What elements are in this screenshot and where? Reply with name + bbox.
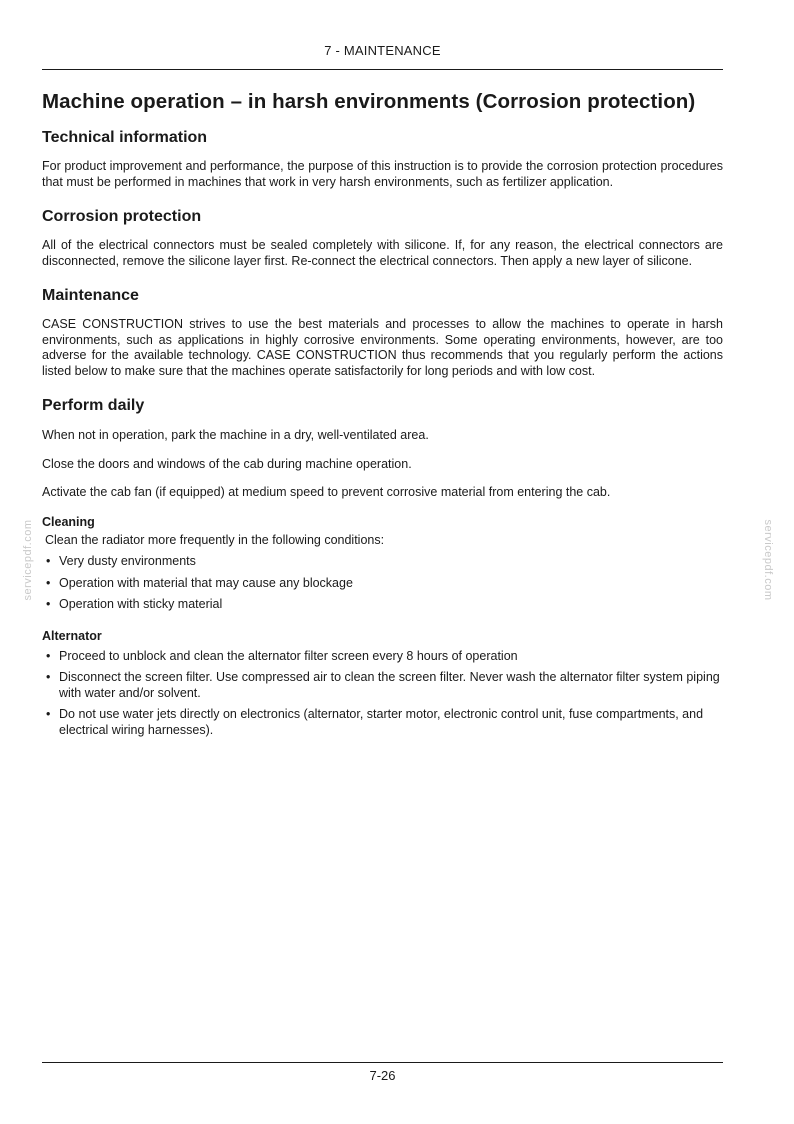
- paragraph: When not in operation, park the machine in a dry, well-ventilated area.: [42, 428, 429, 442]
- page-content: [42, 88, 723, 738]
- subsection-cleaning: [42, 514, 723, 613]
- paragraph: All of the electrical connectors must be sealed completely with silicone. If, for any reason, the electrical connectors are disconnected, remove the silicone layer first. Re-connect the electrical connectors. Then apply a new layer of silicone.: [42, 238, 723, 268]
- section-heading: Corrosion protection: [42, 208, 202, 225]
- paragraph: Activate the cab fan (if equipped) at medium speed to prevent corrosive material from entering the cab.: [42, 485, 611, 499]
- bullet: •: [46, 648, 51, 663]
- list-item: • Do not use water jets directly on electronics (alternator, starter motor, electronic control unit, fuse compartments, and electrical wiring harnesses).: [46, 707, 704, 737]
- paragraph: For product improvement and performance, the purpose of this instruction is to provide the corrosion protection procedures that must be performed in machines that work in very harsh environments, such as fertilizer application.: [42, 159, 723, 189]
- bullet: •: [46, 554, 51, 568]
- list-item: • Proceed to unblock and clean the alternator filter screen every 8 hours of operation: [46, 648, 518, 663]
- list-item: • Operation with material that may cause any blockage: [46, 575, 353, 590]
- footer-rule: [42, 1062, 723, 1063]
- running-header: 7 - MAINTENANCE: [324, 43, 441, 58]
- section-maintenance: [42, 285, 723, 379]
- paragraph: Clean the radiator more frequently in the following conditions:: [45, 532, 385, 547]
- section-heading: Technical information: [42, 129, 208, 146]
- subsection-heading: Alternator: [42, 628, 102, 643]
- section-corrosion-protection: [42, 206, 723, 269]
- watermark-left: servicepdf.com: [22, 519, 34, 601]
- section-heading: Maintenance: [42, 287, 139, 304]
- section-heading: Perform daily: [42, 397, 145, 414]
- subsection-heading: Cleaning: [42, 514, 95, 529]
- bullet: •: [46, 707, 51, 721]
- paragraph: Close the doors and windows of the cab during machine operation.: [42, 456, 412, 471]
- list-item: • Very dusty environments: [46, 554, 196, 568]
- page-title: Machine operation – in harsh environments (Corrosion protection): [42, 90, 696, 113]
- list-item: • Disconnect the screen filter. Use compressed air to clean the screen filter. Never wash the alternator filter system piping with water and/or solvent.: [46, 670, 720, 700]
- header-rule: [42, 69, 723, 70]
- watermark-right: servicepdf.com: [762, 519, 774, 601]
- section-technical-information: [42, 127, 723, 190]
- bullet: •: [46, 575, 51, 590]
- alternator-list: [42, 649, 723, 739]
- cleaning-list: [42, 554, 723, 613]
- section-perform-daily: [42, 395, 723, 501]
- bullet: •: [46, 670, 51, 684]
- list-item: • Operation with sticky material: [46, 597, 223, 611]
- subsection-alternator: [42, 628, 723, 739]
- page-number: 7-26: [369, 1068, 396, 1083]
- bullet: •: [46, 597, 51, 611]
- paragraph: CASE CONSTRUCTION strives to use the best materials and processes to allow the machines to operate in harsh environments, such as applications in highly corrosive environments. Some operating environments, however, are too adverse for the available technology. CASE CONSTRUCTION thus recommends that you regularly perform the actions listed below to make sure that the machines operate satisfactorily for long periods and with low cost.: [42, 317, 723, 378]
